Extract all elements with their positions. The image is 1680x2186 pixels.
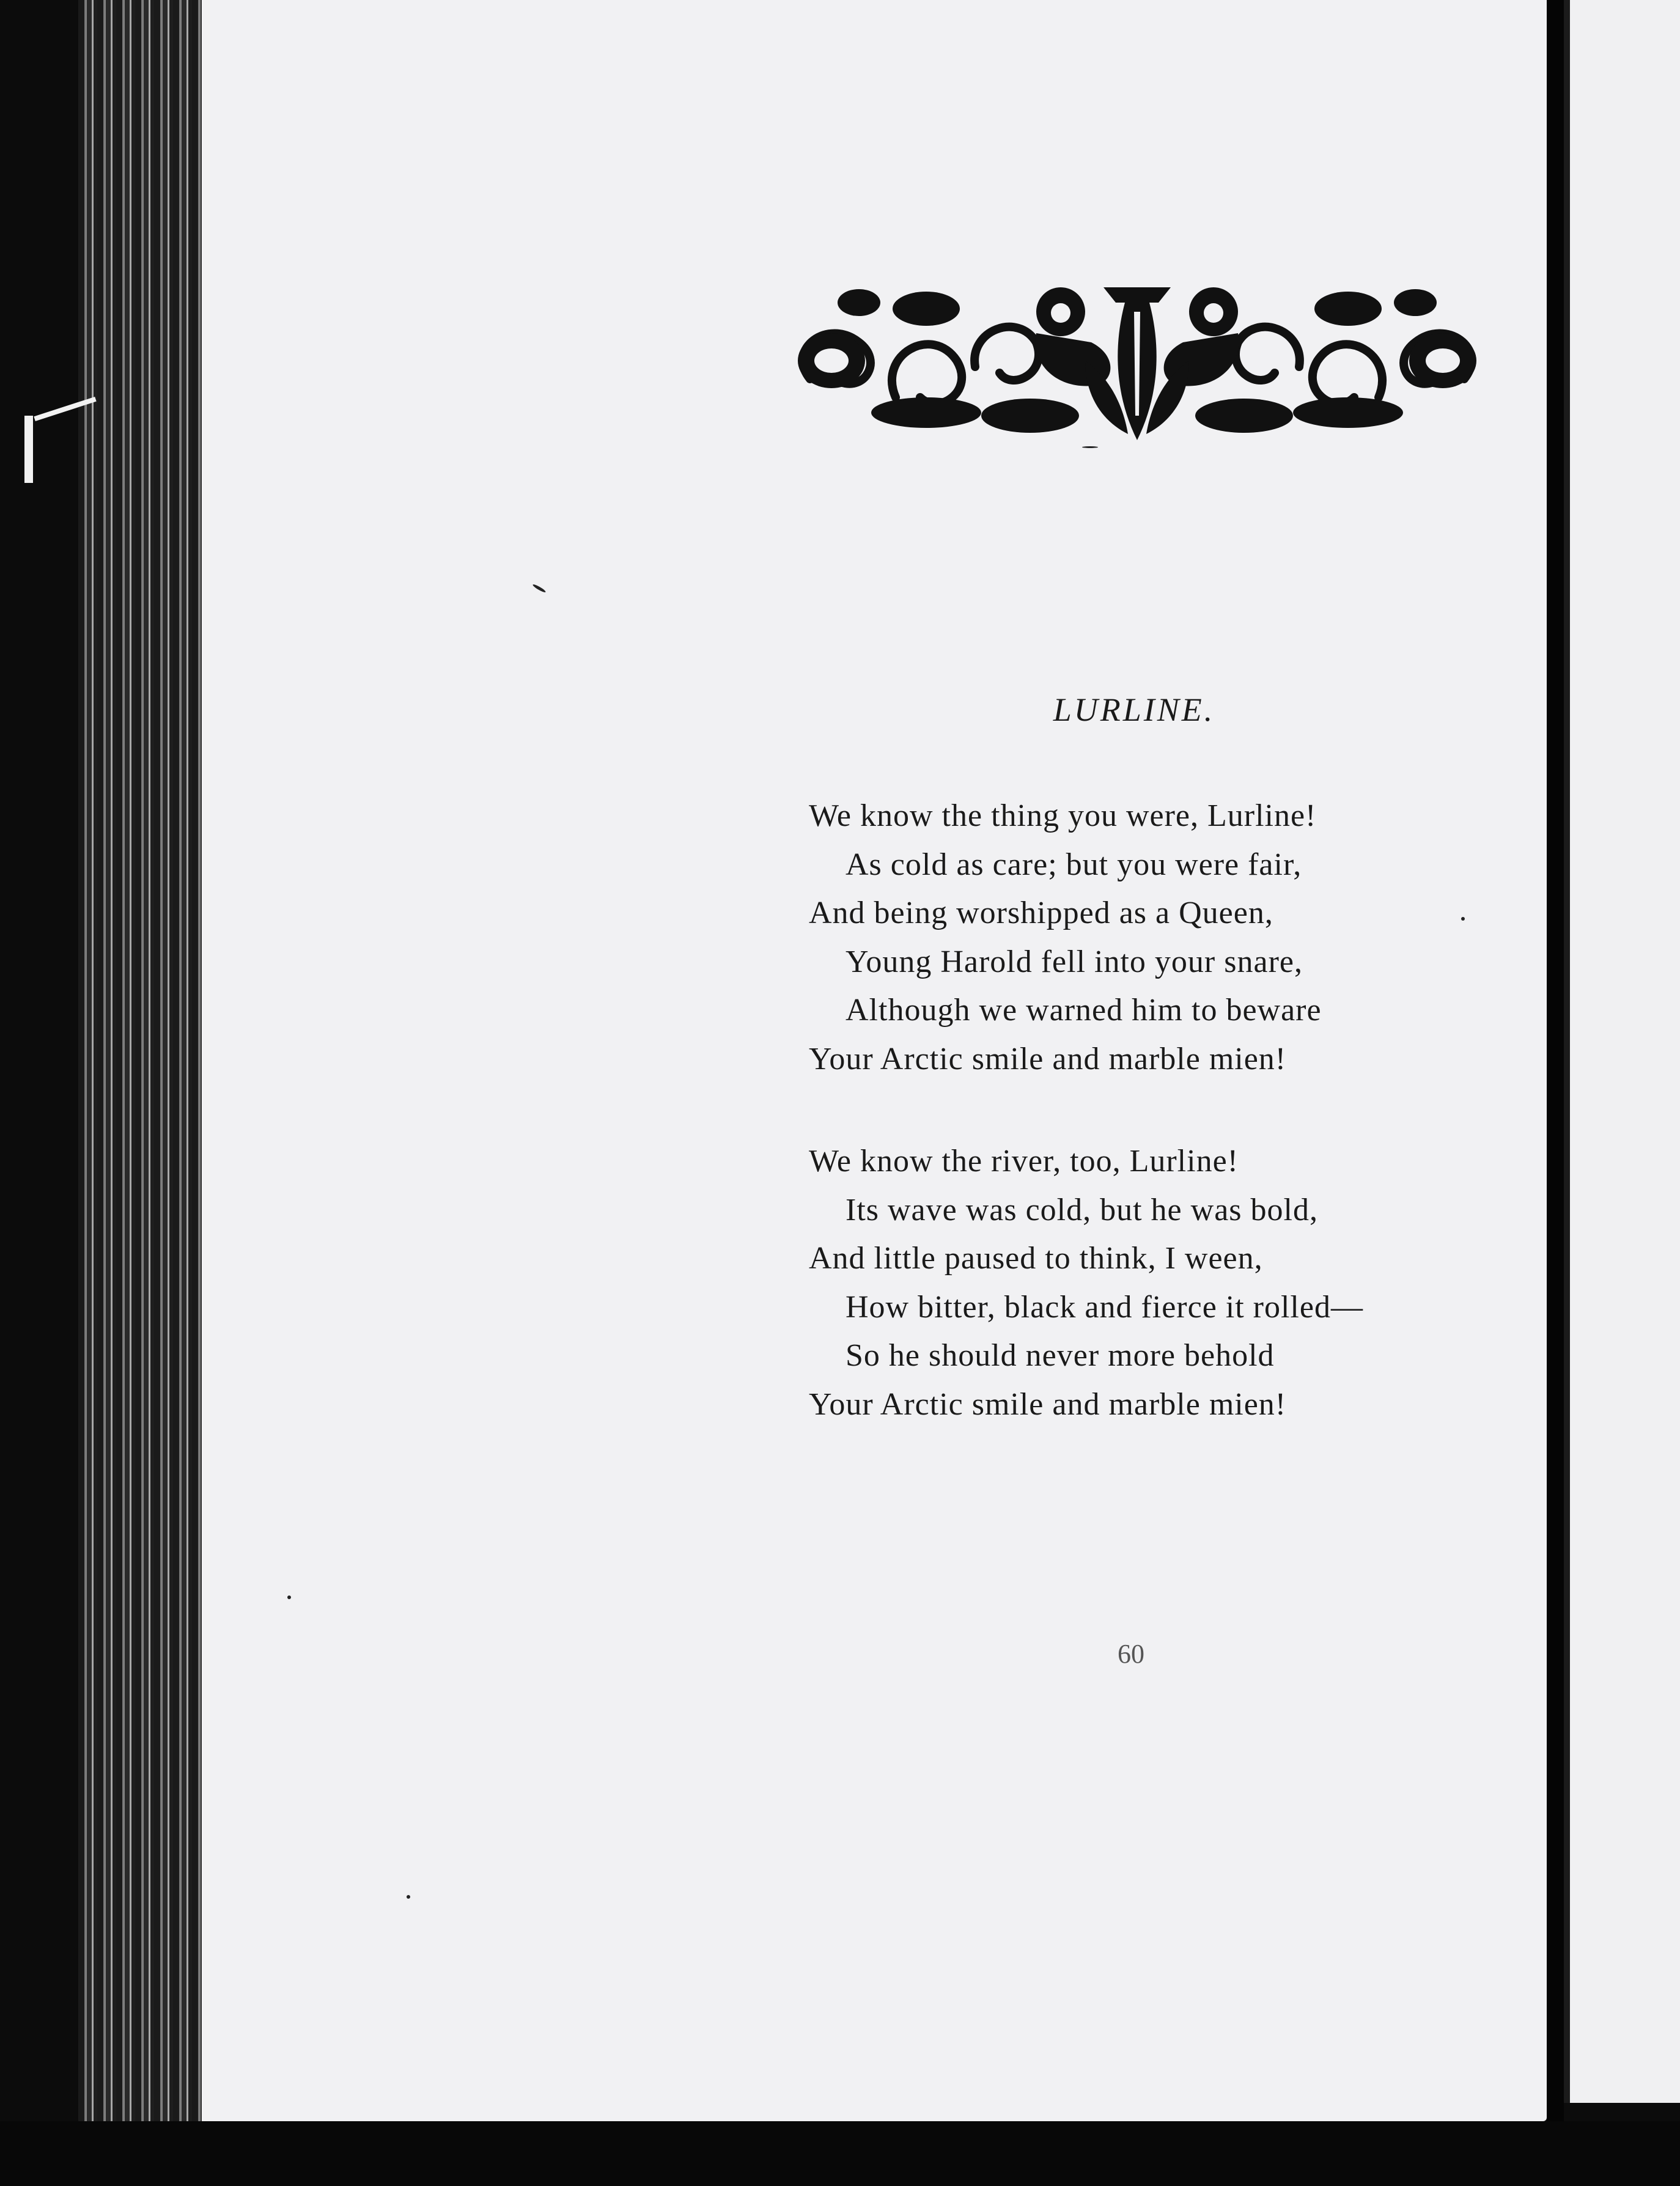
book-page: [202, 0, 1547, 2121]
poem-line: We know the thing you were, Lurline!: [809, 798, 1317, 833]
poem-line: Its wave was cold, but he was bold,: [846, 1192, 1318, 1227]
paper-tear-mark: [24, 416, 33, 483]
poem-line: Your Arctic smile and marble mien!: [809, 1386, 1287, 1422]
page-number: 60: [1118, 1639, 1144, 1669]
print-speck: [407, 1895, 410, 1899]
print-speck: [1461, 917, 1465, 921]
poem-line: Your Arctic smile and marble mien!: [809, 1041, 1287, 1076]
poem-line: Although we warned him to beware: [846, 993, 1322, 1028]
poem-line: And little paused to think, I ween,: [809, 1241, 1263, 1276]
poem-title: LURLINE.: [1053, 691, 1215, 728]
poem-line: Young Harold fell into your snare,: [846, 944, 1303, 979]
poem-line: How bitter, black and fierce it rolled—: [846, 1289, 1363, 1325]
book-gutter: [1547, 0, 1564, 2186]
poem-line: As cold as care; but you were fair,: [846, 847, 1302, 882]
book-page-edges: [78, 0, 210, 2186]
print-speck: [1082, 446, 1098, 448]
poem-line: So he should never more behold: [846, 1338, 1275, 1373]
print-speck: [532, 583, 546, 593]
print-speck: [287, 1595, 291, 1599]
cherub-scroll-headpiece-icon: [773, 275, 1501, 443]
stanza: [809, 792, 1542, 1083]
stanza: [809, 1137, 1542, 1429]
scan-background: [0, 2121, 1680, 2186]
poem-line: We know the river, too, Lurline!: [809, 1144, 1239, 1179]
facing-page-edge: [1564, 0, 1680, 2103]
poem-line: And being worshipped as a Queen,: [809, 896, 1273, 930]
